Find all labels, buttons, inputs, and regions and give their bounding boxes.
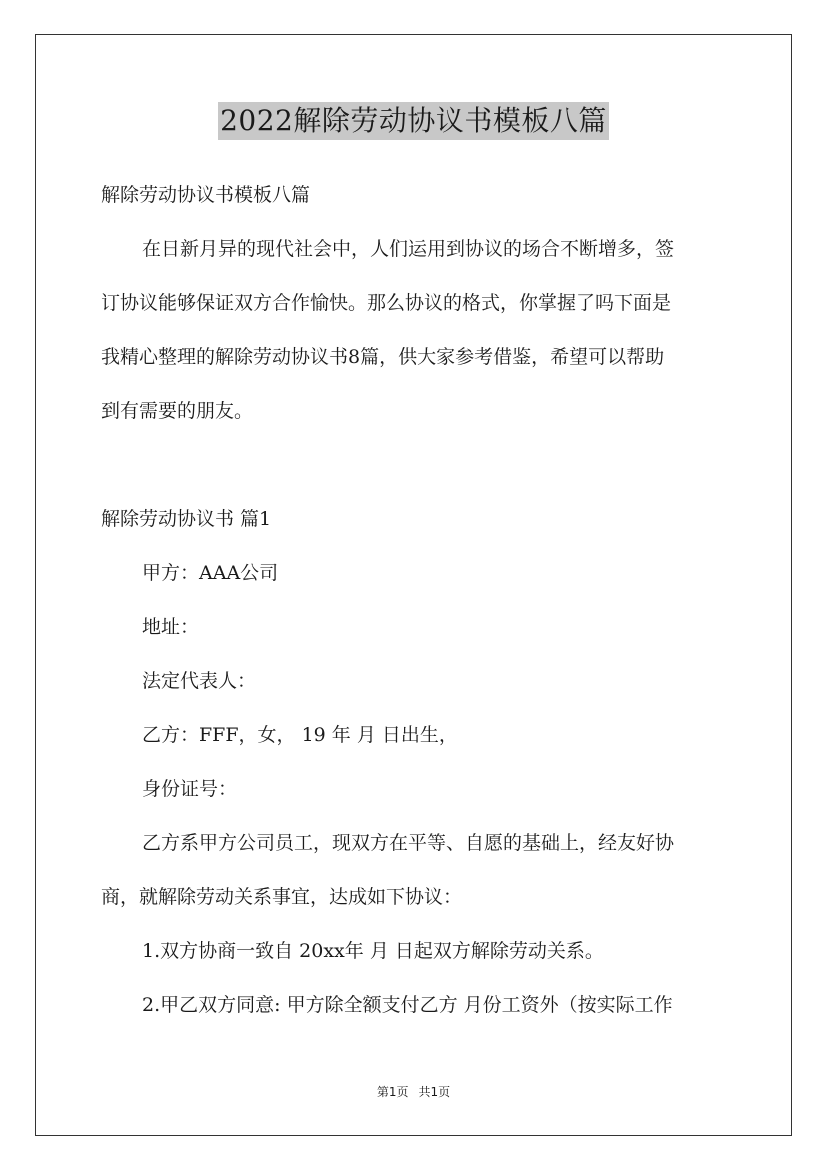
party-b-line: 乙方：FFF，女， 19 年 月 日出生， bbox=[142, 724, 458, 746]
document-title: 2022解除劳动协议书模板八篇 bbox=[218, 102, 609, 140]
agreement-line-2: 商，就解除劳动关系事宜，达成如下协议： bbox=[101, 886, 463, 908]
intro-line-4: 到有需要的朋友。 bbox=[101, 400, 254, 422]
party-a-line: 甲方：AAA公司 bbox=[142, 562, 279, 584]
agreement-line-1: 乙方系甲方公司员工，现双方在平等、自愿的基础上，经友好协 bbox=[142, 832, 675, 854]
intro-line-2: 订协议能够保证双方合作愉快。那么协议的格式，你掌握了吗下面是 bbox=[101, 292, 672, 314]
section1-heading: 解除劳动协议书 篇1 bbox=[101, 508, 272, 530]
address-line: 地址： bbox=[142, 616, 200, 638]
intro-line-3: 我精心整理的解除劳动协议书8篇，供大家参考借鉴，希望可以帮助 bbox=[101, 346, 665, 368]
intro-line-1: 在日新月异的现代社会中，人们运用到协议的场合不断增多，签 bbox=[142, 238, 675, 260]
title-container bbox=[0, 102, 827, 140]
page-current: 第1页 bbox=[376, 1085, 409, 1099]
clause-1: 1.双方协商一致自 20xx年 月 日起双方解除劳动关系。 bbox=[142, 940, 604, 962]
clause-2: 2.甲乙双方同意: 甲方除全额支付乙方 月份工资外（按实际工作 bbox=[142, 994, 673, 1016]
legal-rep-line: 法定代表人： bbox=[142, 670, 257, 692]
page-footer bbox=[0, 1084, 827, 1100]
document-subtitle: 解除劳动协议书模板八篇 bbox=[101, 184, 311, 206]
id-number-line: 身份证号： bbox=[142, 778, 238, 800]
page-total: 共1页 bbox=[418, 1085, 451, 1099]
